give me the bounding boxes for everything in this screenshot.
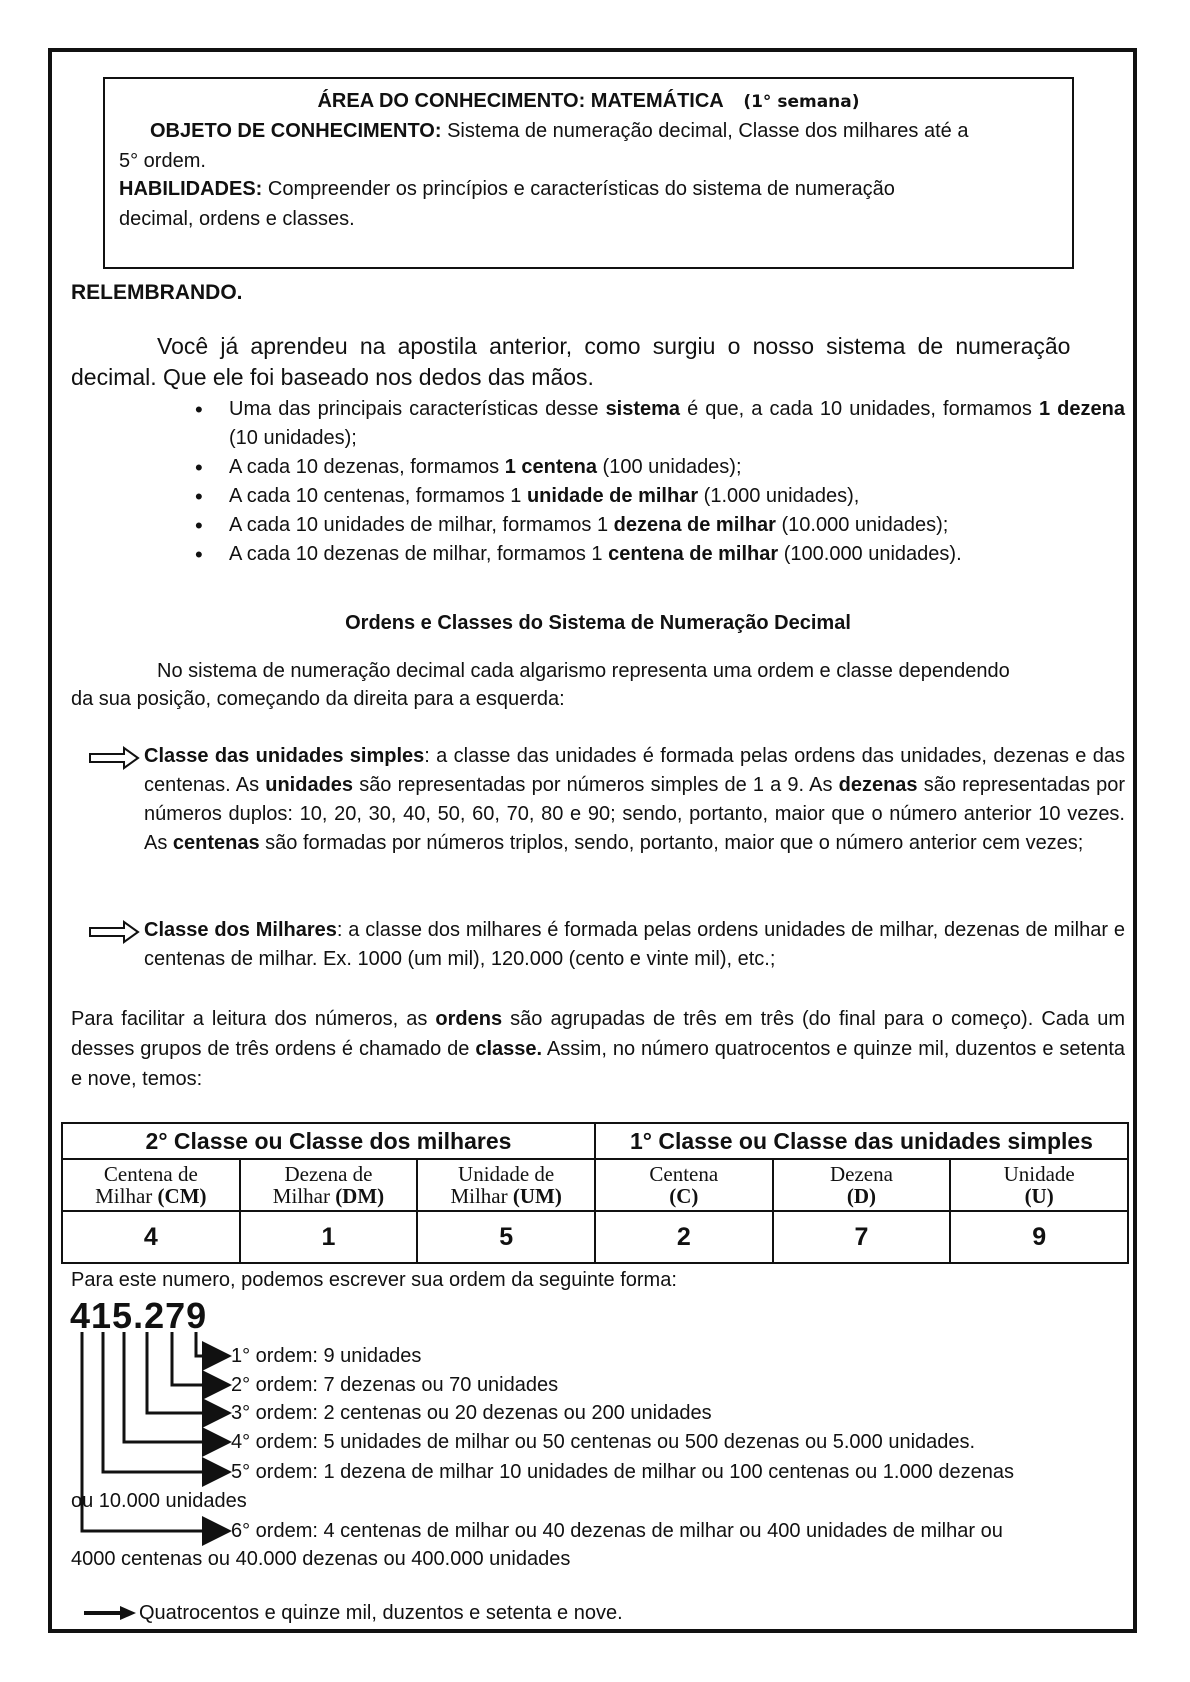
order-6-text-cont: 4000 centenas ou 40.000 dezenas ou 400.000 unidades	[71, 1548, 571, 1570]
table-cell-digit: 7	[773, 1211, 951, 1263]
order-5-text-cont: ou 10.000 unidades	[71, 1490, 247, 1512]
order-3-text: 3° ordem: 2 centenas ou 20 dezenas ou 200 unidades	[231, 1402, 712, 1424]
table-cell-digit: 1	[240, 1211, 418, 1263]
order-2-text: 2° ordem: 7 dezenas ou 70 unidades	[231, 1374, 559, 1396]
list-item: • A cada 10 dezenas de milhar, formamos 1 centena de milhar (100.000 unidades).	[195, 540, 1125, 569]
table-header-class-1: 1° Classe ou Classe das unidades simples	[595, 1123, 1128, 1159]
arrow-order-2	[172, 1332, 226, 1385]
list-item: • A cada 10 dezenas, formamos 1 centena (100 unidades);	[195, 453, 1125, 482]
table-cell-digit: 4	[62, 1211, 240, 1263]
order-4-text: 4° ordem: 5 unidades de milhar ou 50 centenas ou 500 dezenas ou 5.000 unidades.	[231, 1431, 976, 1453]
ordens-title: Ordens e Classes do Sistema de Numeração Decimal	[345, 612, 851, 634]
habilidades-line: HABILIDADES: Compreender os princípios e características do sistema de numeração	[119, 178, 895, 200]
objeto-line: OBJETO DE CONHECIMENTO: Sistema de numeração decimal, Classe dos milhares até a	[150, 120, 969, 142]
arrow-right-icon	[82, 1605, 138, 1621]
ordens-intro-2: da sua posição, começando da direita para a esquerda:	[71, 688, 565, 710]
objeto-line-2: 5° ordem.	[119, 150, 206, 172]
number-reading: Quatrocentos e quinze mil, duzentos e setenta e nove.	[139, 1602, 623, 1624]
relembrando-intro-2: decimal. Que ele foi baseado nos dedos das mãos.	[71, 364, 594, 390]
list-item: • A cada 10 centenas, formamos 1 unidade de milhar (1.000 unidades),	[195, 482, 1125, 511]
table-header-order: Dezena de Milhar (DM)	[240, 1159, 418, 1211]
breakdown-intro: Para este numero, podemos escrever sua ordem da seguinte forma:	[71, 1269, 677, 1291]
arrow-order-4	[124, 1332, 226, 1442]
table-cell-digit: 2	[595, 1211, 773, 1263]
table-header-order: Unidade de Milhar (UM)	[417, 1159, 595, 1211]
relembrando-title: RELEMBRANDO.	[71, 281, 243, 304]
arrow-order-3	[147, 1332, 226, 1413]
area-title: ÁREA DO CONHECIMENTO: MATEMÁTICA (1° semana)	[317, 90, 860, 112]
table-header-order: Dezena (D)	[773, 1159, 951, 1211]
arrow-order-1	[196, 1332, 226, 1356]
arrow-order-5	[103, 1332, 226, 1472]
big-number: 415.279	[70, 1295, 208, 1336]
ordens-agrupamento-paragraph: Para facilitar a leitura dos números, as ordens são agrupadas de três em três (do final para o começo). Cada um desses grupos de três ordens é chamado de classe. Assim, no número quatrocentos e quinze mil, duzentos e setenta e nove, temos:	[71, 1008, 1126, 1090]
table-header-order: Unidade (U)	[950, 1159, 1128, 1211]
table-header-order: Centena (C)	[595, 1159, 773, 1211]
order-1-text: 1° ordem: 9 unidades	[231, 1345, 422, 1367]
order-6-text: 6° ordem: 4 centenas de milhar ou 40 dezenas de milhar ou 400 unidades de milhar ou	[231, 1520, 1003, 1542]
table-cell-digit: 5	[417, 1211, 595, 1263]
list-item: • Uma das principais características desse sistema é que, a cada 10 unidades, formamos 1 dezena (10 unidades);	[195, 395, 1125, 453]
table-header-order: Centena de Milhar (CM)	[62, 1159, 240, 1211]
table-cell-digit: 9	[950, 1211, 1128, 1263]
classe-milhares-paragraph: Classe dos Milhares: a classe dos milhares é formada pelas ordens unidades de milhar, dezenas de milhar e centenas de milhar. Ex. 1000 (um mil), 120.000 (cento e vinte mil), etc.;	[144, 919, 1125, 970]
classe-unidades-paragraph: Classe das unidades simples: a classe das unidades é formada pelas ordens das unidades, dezenas e das centenas. As unidades são representadas por números simples de 1 a 9. As dezenas são representadas por números duplos: 10, 20, 30, 40, 50, 60, 70, 80 e 90; sendo, portanto, maior que o número anterior 10 vezes. As centenas são formadas por números triplos, sendo, portanto, maior que o número anterior cem vezes;	[144, 745, 1125, 854]
relembrando-intro-1: Você já aprendeu na apostila anterior, como surgiu o nosso sistema de numeração	[157, 333, 1071, 359]
table-header-class-2: 2° Classe ou Classe dos milhares	[62, 1123, 595, 1159]
ordens-intro-1: No sistema de numeração decimal cada algarismo representa uma ordem e classe dependendo	[157, 660, 1010, 682]
order-5-text: 5° ordem: 1 dezena de milhar 10 unidades de milhar ou 100 centenas ou 1.000 dezenas	[231, 1461, 1014, 1483]
list-item: • A cada 10 unidades de milhar, formamos 1 dezena de milhar (10.000 unidades);	[195, 511, 1125, 540]
habilidades-line-2: decimal, ordens e classes.	[119, 208, 355, 230]
